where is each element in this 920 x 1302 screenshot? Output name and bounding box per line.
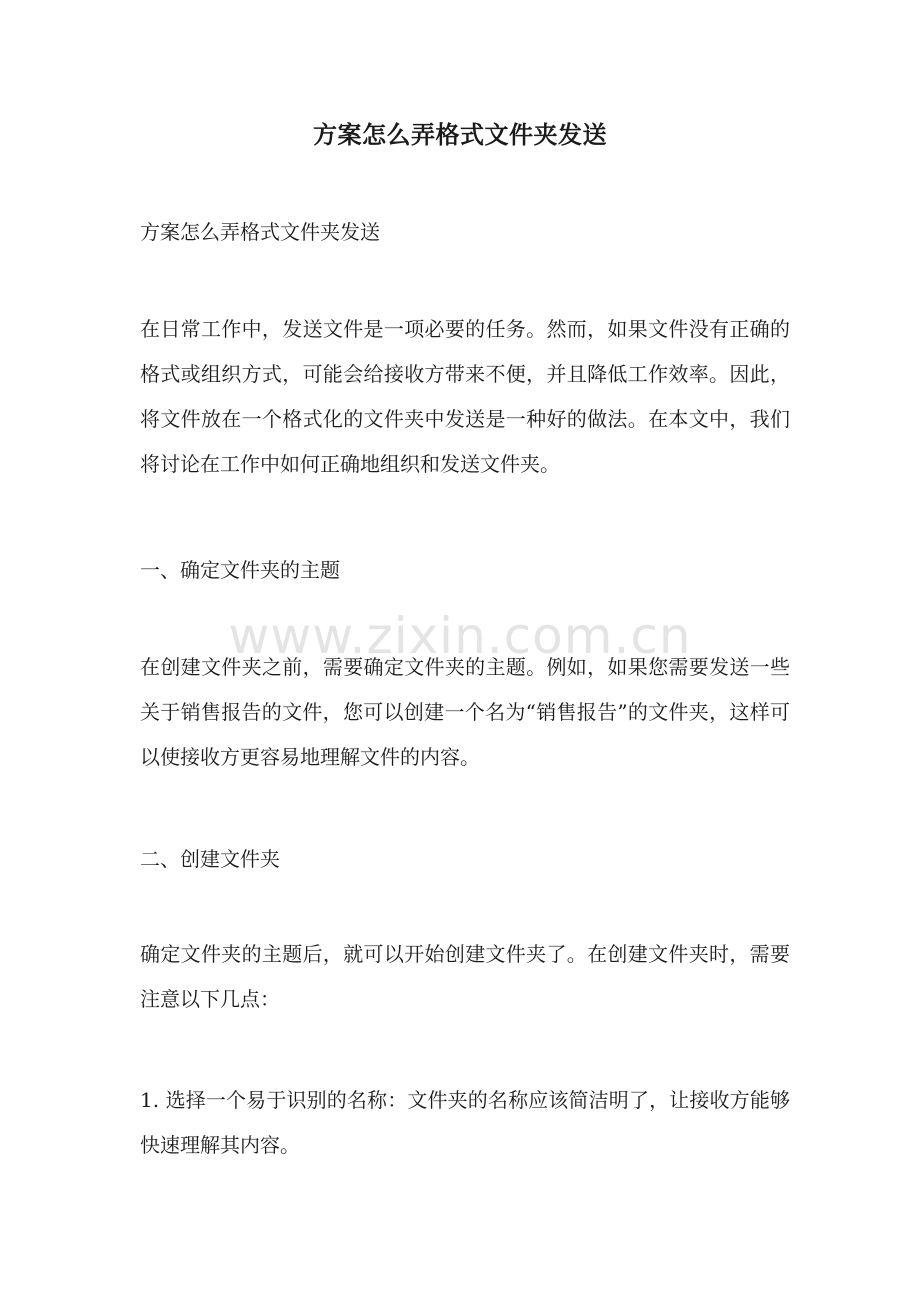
subtitle-paragraph: 方案怎么弄格式文件夹发送 xyxy=(140,220,380,244)
list-item-1: 1. 选择一个易于识别的名称：文件夹的名称应该简洁明了，让接收方能够快速理解其内容。 xyxy=(140,1088,790,1157)
section-1-paragraph: 在创建文件夹之前，需要确定文件夹的主题。例如，如果您需要发送一些关于销售报告的文件，您可以创建一个名为“销售报告”的文件夹，这样可以使接收方更容易地理解文件的内容。 xyxy=(140,655,790,769)
section-heading-1: 一、确定文件夹的主题 xyxy=(140,558,340,582)
intro-paragraph: 在日常工作中，发送文件是一项必要的任务。然而，如果文件没有正确的格式或组织方式，可能会给接收方带来不便，并且降低工作效率。因此，将文件放在一个格式化的文件夹中发送是一种好的做法。在本文中，我们将讨论在工作中如何正确地组织和发送文件夹。 xyxy=(140,317,790,476)
section-2-paragraph: 确定文件夹的主题后，就可以开始创建文件夹了。在创建文件夹时，需要注意以下几点： xyxy=(140,942,790,1011)
watermark: www.zixin.com.cn xyxy=(228,607,692,665)
section-heading-2: 二、创建文件夹 xyxy=(140,847,280,871)
document-title: 方案怎么弄格式文件夹发送 xyxy=(313,120,607,149)
